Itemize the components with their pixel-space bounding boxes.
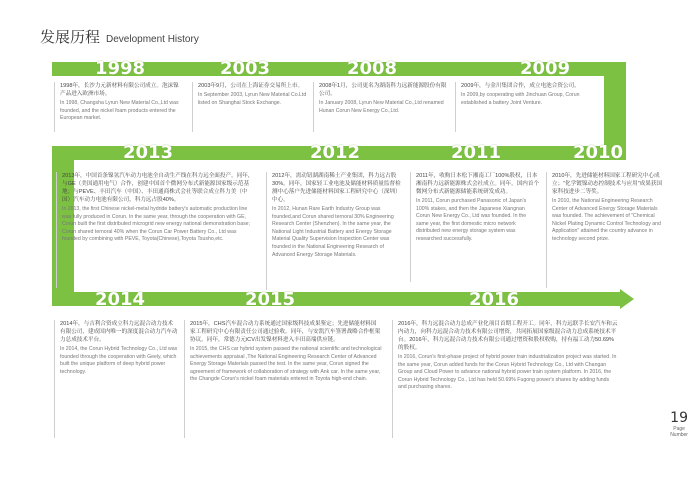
- milestone-card-2009: [455, 82, 595, 132]
- page-title: [40, 26, 199, 47]
- page-title-cn: 发展历程: [40, 29, 101, 46]
- milestone-card-2008: [313, 82, 449, 132]
- milestone-card-2012: [266, 172, 402, 290]
- milestone-card-2016: [392, 320, 618, 438]
- milestone-en: In 2013, the first Chinese nickel-metal hydride battery's automatic production line was fully produced in Corun. In the same year, through the cooperation with GE, Corun built the first distributed microgrid new energy national demonstration base; Corun shared ternoral 40% when the Corun Car Power Battery Co., Ltd was founded by combining with PEVE, Toyota(Chinese),Toyota Tsusho,etc.: [62, 206, 251, 243]
- milestone-card-2013: [56, 172, 254, 288]
- page-number-label-line2: Number: [670, 432, 688, 438]
- year-label-2014: 2014: [94, 289, 146, 310]
- milestone-cn: 2016年，科力远混合动力总成产业化项目首期工程开工。同年，科力远联手长安汽车和云内动力，向科力远混合动力技术有限公司增资，共同拓展国家级混合动力总成系统技术平台。2016年，科力远混合动力技术有限公司通过增资和股权收购，持有福工动力50.69%的股权。: [398, 321, 618, 351]
- year-label-2015: 2015: [244, 289, 296, 310]
- milestone-cn: 2009年，与金川集团合作，成立电池合资公司。: [461, 83, 580, 89]
- milestone-cn: 2003年9月，公司在上海证券交易所上市。: [198, 83, 304, 89]
- year-label-2010: 2010: [572, 142, 624, 163]
- milestone-cn: 2012年，需动钮湖湖南稀土产业集团，科力远占股30%。同年，国家轻工业电池及储能材料质量监督检测中心落户先进储能材料国家工程研究中心（深圳）中心。: [272, 173, 401, 203]
- year-label-1998: 1998: [94, 58, 146, 79]
- milestone-en: In September 2003, Lyrun New Material Co.Ltd listed on Shanghai Stock Exchange.: [198, 92, 307, 106]
- timeline-arrow-icon: [620, 289, 634, 309]
- milestone-card-2014: [54, 320, 178, 438]
- milestone-en: In 2009,by cooperating with Jinchuan Group, Corun established a battery Joint Venture.: [461, 92, 580, 106]
- year-label-2003: 2003: [219, 58, 271, 79]
- year-label-2009: 2009: [519, 58, 571, 79]
- milestone-card-2015: [184, 320, 382, 438]
- milestone-cn: 2008年1月，公司更名为湖南科力远新能源股份有限公司。: [319, 83, 447, 97]
- milestone-cn: 2011年，收购日本松下湘南工厂100%股权，日本湘南科力远新能源株式会社成立。同年，国内首个微网分布式新能源储能系统研发成功。: [416, 173, 540, 195]
- milestone-en: In 2012, Hunan Rare Earth Industry Group was founded,and Corun shared ternoral 30% Engineering Research Center (Shenzhen). In the same year, the National Light Industrial Battery and Energy Storage Material Quality Supervision Inspection Center was founded in the National Engineering Research of Advanced Energy Storage Materials.: [272, 206, 394, 258]
- milestone-cn: 1998年，长沙力元新材料有限公司成立。泡沫镍产品进入欧洲市场。: [60, 83, 179, 97]
- milestone-en: In 1998, Changsha Lyrun New Material Co.,Ltd was founded, and the nickel foam products entered the European market.: [60, 100, 179, 122]
- milestone-card-2011: [410, 172, 540, 282]
- milestone-cn: 2014年，与吉利合资成立科力远混合动力技术有限公司，建成国内唯一的深度混合动力汽车动力总成技术平台。: [60, 321, 178, 343]
- milestone-en: In 2014, the Corun Hybrid Technology Co., Ltd was founded through the cooperation with Geely, which built the unique platform of deep hybrid power technology.: [60, 346, 178, 375]
- milestone-card-2010: [546, 172, 664, 288]
- page-number-value: 19: [670, 410, 688, 426]
- milestone-en: In 2010, the National Engineering Research Center of Advanced Energy Storage Materials was founded. The achievement of "Chemical Nickel Plating Dynamic Control Technology and Application" attained the country advance in technology second prize.: [552, 198, 661, 242]
- year-label-2012: 2012: [309, 142, 361, 163]
- milestone-card-1998: [54, 82, 184, 132]
- year-label-2008: 2008: [346, 58, 398, 79]
- milestone-cn: 2010年，先进储能材料国家工程研究中心成立；“化学镀镍动态控制技术与应用”成果获国家科技进步二等奖。: [552, 173, 663, 195]
- page-number: [670, 410, 688, 438]
- milestone-cn: 2015年，CHS汽车混合动力系统通过国家级科技成果鉴定；先进储能材料国家工程研究中心有限责任公司通过验收。同年，与安凯汽车签署战略合作框架协议。同年，常德力元iCV出发镍材料进入丰田高端供应链。: [190, 321, 381, 343]
- milestone-en: In 2011, Corun purchased Panasonic of Japan's 100% stakes, and then the Japanese Xiangnan Corun New Energy Co., Ltd was founded. In the same year, the first domestic micro network distributed new energy storage system was researched successfully.: [416, 198, 527, 242]
- milestone-en: In January 2008, Lyrun New Material Co.,Ltd renamed Hunan Corun New Energy Co.,Ltd.: [319, 100, 444, 114]
- page-number-label-line1: Page: [673, 426, 685, 432]
- milestone-cn: 2013年，中国首条镍氢汽车动力电池全自动生产线在科力远全面投产。同年，与GE（美国通用电气）合作，创建中国首个微网分布式新能源国家级示范基地；与PEVE、丰田汽车（中国）、丰田通商株式会社等联合成立科力美（中国）汽车动力电池有限公司，科力远占股40%。: [62, 173, 254, 203]
- year-label-2011: 2011: [450, 142, 502, 163]
- milestone-card-2003: [192, 82, 310, 132]
- milestone-en: In 2016, Corun's first-phase project of hybrid power train industrialization project was started. In the same year, Corun added funds for the Corun Hybrid Technology Co., Ltd with Changan Group and Cloud Power to advance national hybrid power train system platform. In 2016, the Corun Hybrid Technology Co., Ltd has held 50.69% Fugong power's shares by adding funds and purchasing shares.: [398, 354, 617, 391]
- page-title-en: Development History: [106, 34, 199, 45]
- year-label-2016: 2016: [468, 289, 520, 310]
- milestone-en: In 2015, the CHS car hybrid system passed the national scientific and technological achievements appraisal ,The National Engineering Research Center of Advanced Energy Storage Materials passed the test. In the same year, Corun signed the agreement of framework of collaboration of strategy with Ank car. In the same year, the Changde Corun's nickel foam materials entered in Toyota high-end chain.: [190, 346, 382, 383]
- year-label-2013: 2013: [122, 142, 174, 163]
